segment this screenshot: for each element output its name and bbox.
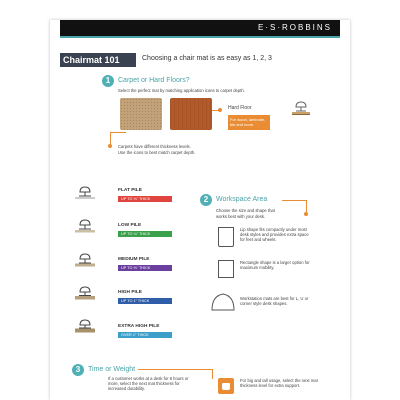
- big-tall-guidance-text: For big and tall usage, select the next mat thickness level for extra support.: [240, 378, 318, 389]
- time-guidance-text: If a customer works at a desk for 8 hours or more, select the next mat thickness for increased durability.: [108, 376, 189, 392]
- page-title: Chairmat 101: [60, 53, 136, 67]
- extra-high-pile-chair-icon: [74, 318, 96, 334]
- lip-mat-icon: [218, 227, 234, 247]
- workstation-mat-icon: [210, 292, 236, 312]
- carpet-swatch-image: [120, 98, 162, 130]
- hard-floor-note: For wood, laminate, tile and more.: [228, 115, 270, 130]
- header-accent-line: [60, 36, 340, 38]
- pile-thickness-badge: UP TO ¼" THICK: [118, 231, 172, 237]
- hard-floor-chair-icon: [290, 100, 312, 116]
- flat-pile-chair-icon: [74, 185, 96, 201]
- step-3-badge: 3: [72, 364, 84, 376]
- pile-label: FLAT PILE: [118, 188, 142, 193]
- step-1-badge: 1: [102, 75, 114, 87]
- pile-thickness-badge: UP TO ⅛" THICK: [118, 196, 172, 202]
- section-2-desc-1: Choose the size and shape that: [216, 208, 275, 213]
- medium-pile-chair-icon: [74, 252, 96, 268]
- section-1-description: Select the perfect mat by matching application icons to carpet depth.: [118, 88, 245, 93]
- page-subtitle: Choosing a chair mat is as easy as 1, 2, 3: [142, 55, 272, 62]
- pile-thickness-badge: UP TO 1" THICK: [118, 298, 172, 304]
- pile-label: EXTRA HIGH PILE: [118, 324, 160, 329]
- rectangle-mat-icon: [218, 260, 234, 278]
- low-pile-chair-icon: [74, 218, 96, 234]
- carpet-note-line-2: Use the icons to best match carpet depth.: [118, 150, 196, 155]
- carpet-note-line-1: Carpets have different thickness levels.: [118, 144, 191, 149]
- step-2-badge: 2: [200, 194, 212, 206]
- workstation-text: Workstation mats are best for L, U or corner style desk shapes.: [240, 296, 309, 307]
- weight-icon: [218, 378, 234, 394]
- pile-label: MEDIUM PILE: [118, 257, 150, 262]
- high-pile-chair-icon: [74, 285, 96, 301]
- hard-floor-label: Hard Floor: [228, 105, 252, 111]
- brand-bar: [60, 20, 340, 36]
- section-3-title: Time or Weight: [88, 366, 136, 373]
- lip-shape-text: Lip shape fits compactly under most desk styles and provides extra space for feet and wheels.: [240, 227, 309, 243]
- rectangle-shape-text: Rectangle shape is a larger option for maximum mobility.: [240, 260, 310, 271]
- pile-thickness-badge: OVER 1" THICK: [118, 332, 172, 338]
- hardwood-swatch-image: [170, 98, 212, 130]
- chairmat-guide-sheet: [50, 20, 350, 400]
- pile-label: HIGH PILE: [118, 290, 142, 295]
- brand-logo: E·S·ROBBINS: [257, 23, 332, 32]
- section-2-title: Workspace Area: [216, 196, 268, 203]
- section-1-title: Carpet or Hard Floors?: [118, 77, 190, 84]
- pile-label: LOW PILE: [118, 223, 142, 228]
- section-2-desc-2: works best with your desk.: [216, 214, 266, 219]
- pile-thickness-badge: UP TO ⅜" THICK: [118, 265, 172, 271]
